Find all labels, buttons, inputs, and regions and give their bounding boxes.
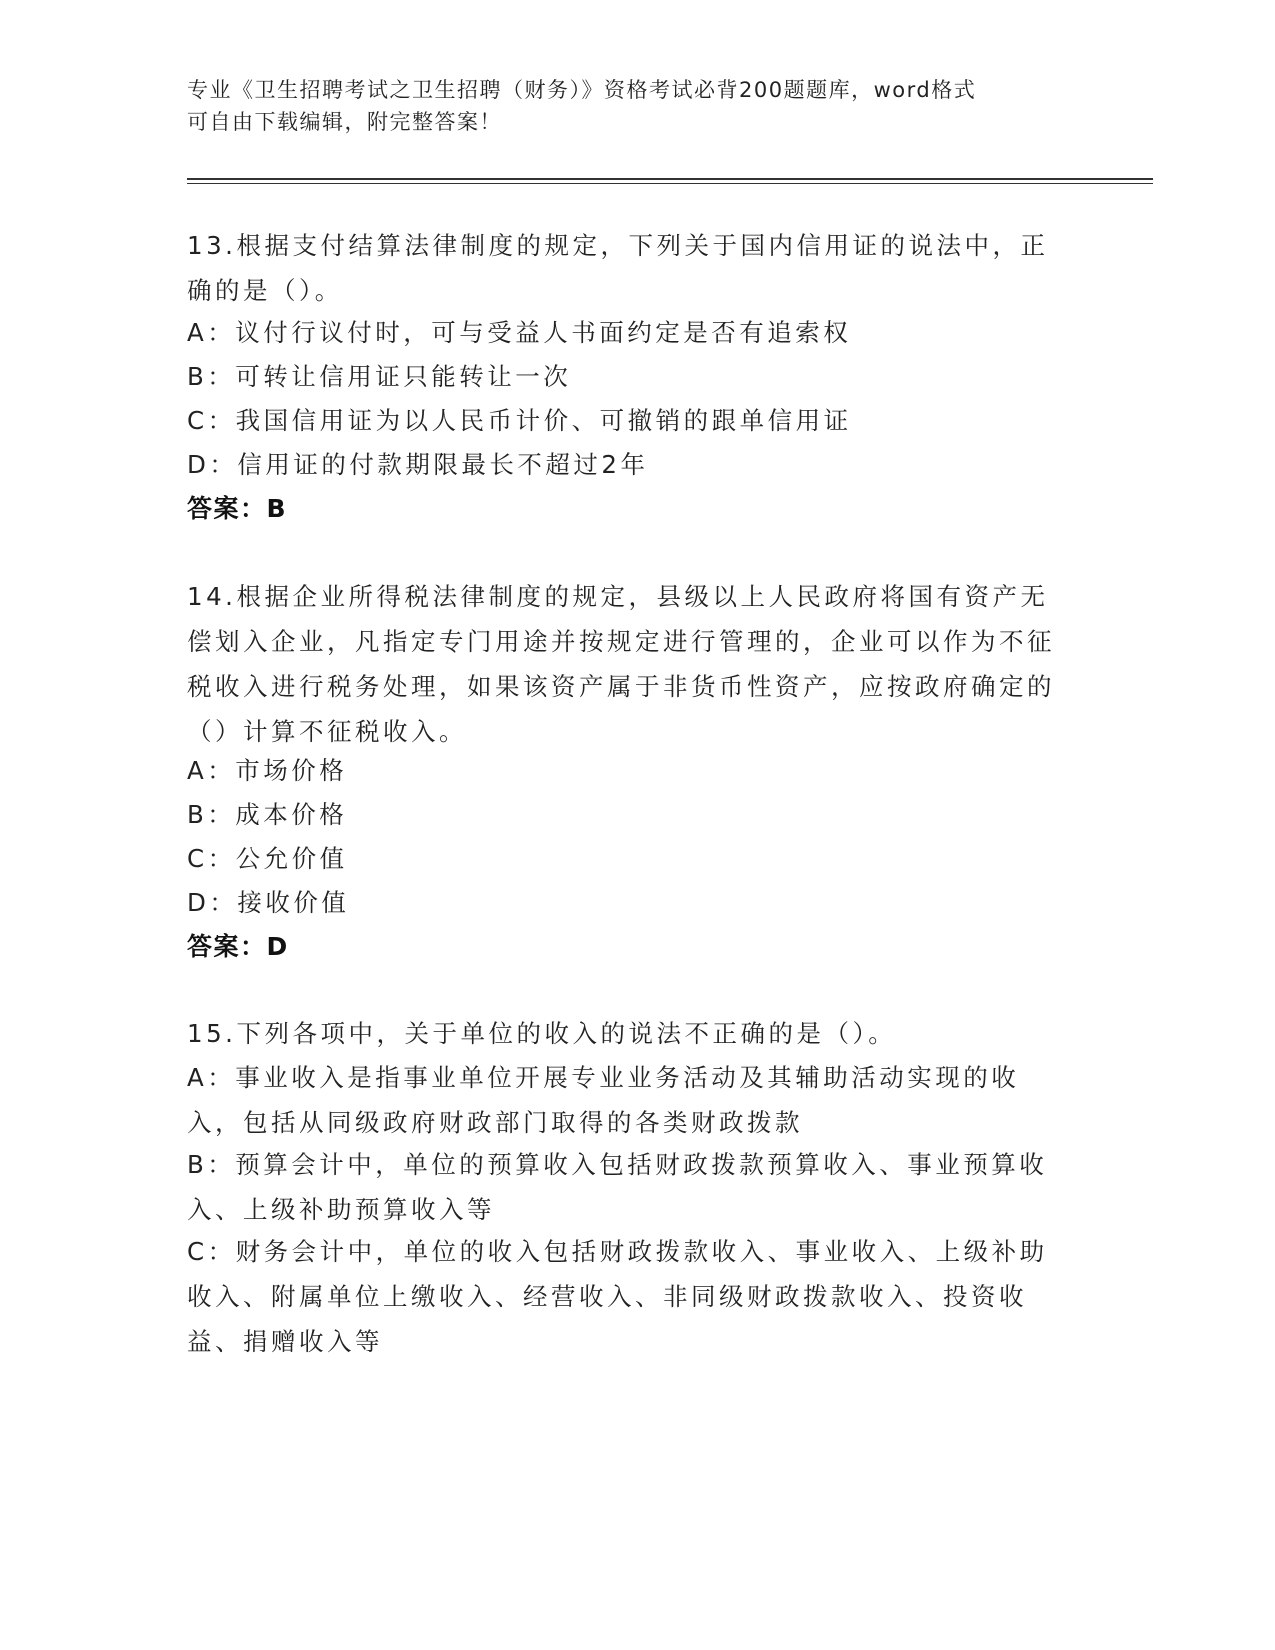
document-header: [187, 74, 1067, 138]
question-14-answer: 答案：D: [187, 932, 289, 961]
question-13-option-a: A：议付行议付时，可与受益人书面约定是否有追索权: [187, 318, 852, 347]
question-14-option-b: B：成本价格: [187, 800, 348, 829]
header-divider: [187, 178, 1153, 184]
question-14-stem: 14.根据企业所得税法律制度的规定，县级以上人民政府将国有资产无偿划入企业，凡指定专门用途并按规定进行管理的，企业可以作为不征税收入进行税务处理，如果该资产属于非货币性资产，应按政府确定的（）计算不征税收入。: [187, 582, 1055, 746]
question-13-option-b: B：可转让信用证只能转让一次: [187, 362, 572, 391]
header-line-1: 专业《卫生招聘考试之卫生招聘（财务）》资格考试必背200题题库，word格式: [187, 78, 977, 102]
question-15-option-b: B：预算会计中，单位的预算收入包括财政拨款预算收入、事业预算收入、上级补助预算收入等: [187, 1150, 1048, 1224]
question-13-option-c: C：我国信用证为以人民币计价、可撤销的跟单信用证: [187, 406, 852, 435]
question-14-option-d: D：接收价值: [187, 888, 350, 917]
question-13-answer: 答案：B: [187, 494, 288, 523]
question-13-option-d: D：信用证的付款期限最长不超过2年: [187, 450, 649, 479]
question-15-option-a: A：事业收入是指事业单位开展专业业务活动及其辅助活动实现的收入，包括从同级政府财政部门取得的各类财政拨款: [187, 1063, 1020, 1137]
question-14-option-c: C：公允价值: [187, 844, 348, 873]
question-14-option-a: A：市场价格: [187, 756, 348, 785]
question-13-stem: 13.根据支付结算法律制度的规定，下列关于国内信用证的说法中，正确的是（）。: [187, 231, 1049, 305]
question-15-stem: 15.下列各项中，关于单位的收入的说法不正确的是（）。: [187, 1019, 897, 1048]
question-15-option-c: C：财务会计中，单位的收入包括财政拨款收入、事业收入、上级补助收入、附属单位上缴收入、经营收入、非同级财政拨款收入、投资收益、捐赠收入等: [187, 1237, 1048, 1356]
header-line-2: 可自由下载编辑，附完整答案！: [187, 110, 502, 134]
